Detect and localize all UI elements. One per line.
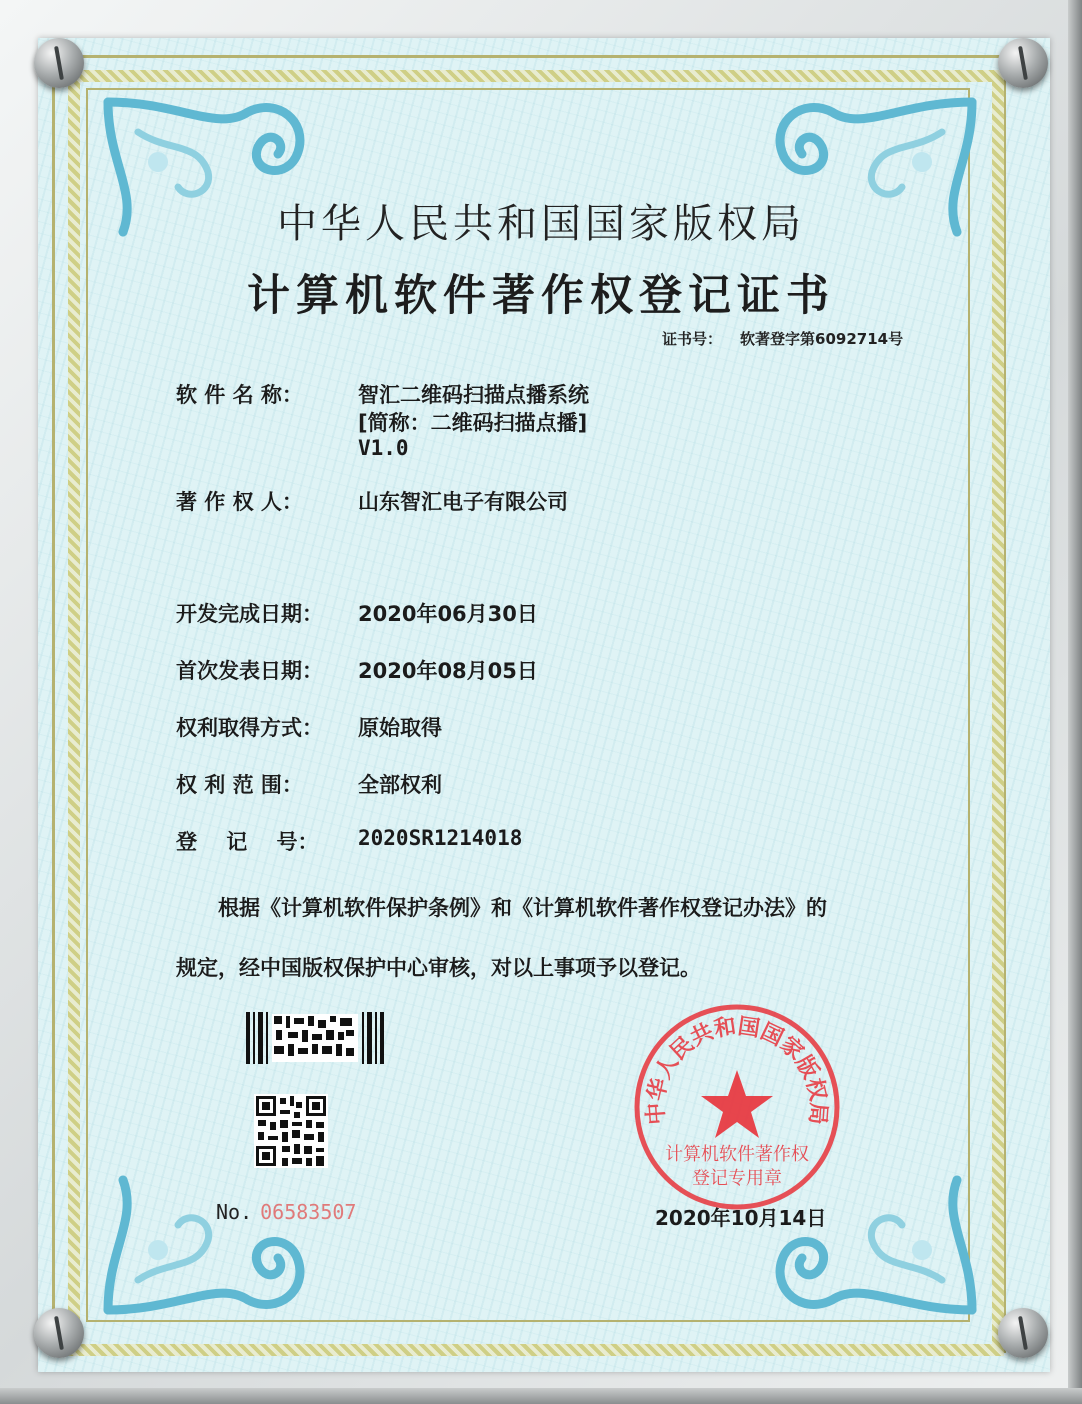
serial-value: 06583507 <box>260 1200 357 1224</box>
barcode-icon <box>246 1012 388 1064</box>
field-acquisition-method <box>176 712 442 742</box>
screw-icon <box>34 38 84 88</box>
field-value: 山东智汇电子有限公司 <box>358 490 568 514</box>
screw-icon <box>998 38 1048 88</box>
field-value: [简称：二维码扫描点播] <box>358 411 588 435</box>
field-value: 原始取得 <box>358 716 442 740</box>
field-label: 权 利 范 围： <box>176 773 303 797</box>
serial-number <box>216 1200 356 1224</box>
statement-line-1: 根据《计算机软件保护条例》和《计算机软件著作权登记办法》的 <box>218 896 827 920</box>
seal-inner-line-2: 登记专用章 <box>692 1168 782 1189</box>
field-label: 首次发表日期： <box>176 659 323 683</box>
issue-date: 2020年10月14日 <box>655 1206 827 1230</box>
statement-line-2: 规定，经中国版权保护中心审核，对以上事项予以登记。 <box>176 956 701 980</box>
certificate-title: 计算机软件著作权登记证书 <box>247 271 835 321</box>
serial-label: No. <box>216 1200 253 1224</box>
field-copyright-owner <box>176 486 568 516</box>
field-label: 开发完成日期： <box>176 602 323 626</box>
field-value: 2020SR1214018 <box>358 826 523 850</box>
seal-outer-text: 中华人民共和国国家版权局 <box>643 1014 831 1126</box>
field-label: 权利取得方式： <box>176 716 323 740</box>
field-value: 2020年06月30日 <box>358 602 538 626</box>
field-value: 全部权利 <box>358 773 442 797</box>
field-publication-date <box>176 655 538 685</box>
certificate-number <box>662 328 903 349</box>
field-registration-number <box>176 826 523 856</box>
screw-icon <box>998 1308 1048 1358</box>
official-seal-stamp <box>632 1002 842 1212</box>
field-label: 著 作 权 人： <box>176 490 303 514</box>
field-label: 软 件 名 称： <box>176 383 303 407</box>
field-value: V1.0 <box>358 436 409 460</box>
certificate-number-value: 软著登字第6092714号 <box>740 330 904 348</box>
field-software-name <box>176 379 589 409</box>
qr-code-icon <box>254 1094 328 1168</box>
certificate-number-label: 证书号： <box>662 330 723 348</box>
field-label: 登 记 号： <box>176 830 319 854</box>
issuing-authority: 中华人民共和国国家版权局 <box>277 201 805 247</box>
screw-icon <box>34 1308 84 1358</box>
field-value: 智汇二维码扫描点播系统 <box>358 383 589 407</box>
corner-ornament-bottom-left <box>98 1160 328 1320</box>
field-value: 2020年08月05日 <box>358 659 538 683</box>
field-development-date <box>176 598 538 628</box>
seal-inner-line-1: 计算机软件著作权 <box>665 1144 809 1165</box>
field-rights-scope <box>176 769 442 799</box>
glass-edge-bottom <box>0 1388 1082 1404</box>
